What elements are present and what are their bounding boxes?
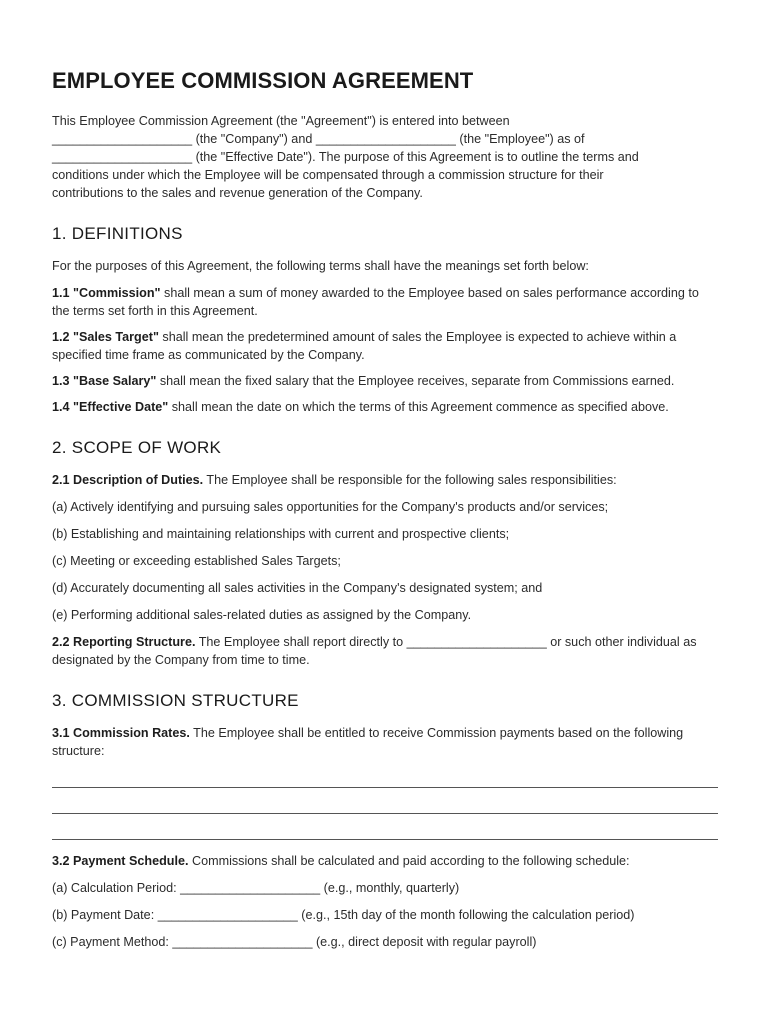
- schedule-item: (c) Payment Method: ____________________ (e.g., direct deposit with regular payroll): [52, 935, 537, 949]
- schedule-item: (b) Payment Date: ____________________ (e.g., 15th day of the month following the calculation period): [52, 908, 635, 922]
- schedule-paragraph: [52, 852, 718, 870]
- intro-paragraph: [52, 112, 718, 202]
- rates-term: 3.1 Commission Rates.: [52, 726, 190, 740]
- definition-term: 1.4 "Effective Date": [52, 400, 169, 414]
- blank-line: [52, 770, 718, 788]
- intro-line-5: contributions to the sales and revenue generation of the Company.: [52, 186, 423, 200]
- duties-text: The Employee shall be responsible for the following sales responsibilities:: [203, 473, 617, 487]
- definition-text: shall mean the predetermined amount of sales the Employee is expected to achieve within a specified time frame as communicated by the Company.: [52, 330, 677, 362]
- reporting-text: The Employee shall report directly to ____________________ or such other individual as designated by the Company from time to time.: [52, 635, 697, 667]
- blank-line: [52, 822, 718, 840]
- duty-item: (e) Performing additional sales-related duties as assigned by the Company.: [52, 608, 472, 622]
- definition-text: shall mean the fixed salary that the Employee receives, separate from Commissions earned.: [156, 374, 675, 388]
- intro-line-3: ____________________ (the "Effective Date"). The purpose of this Agreement is to outline the terms and: [52, 150, 639, 164]
- reporting-term: 2.2 Reporting Structure.: [52, 635, 196, 649]
- definitions-heading: 1. DEFINITIONS: [52, 224, 183, 243]
- commission-heading: 3. COMMISSION STRUCTURE: [52, 691, 299, 710]
- definition-item: [52, 398, 718, 416]
- definition-term: 1.2 "Sales Target": [52, 330, 159, 344]
- definition-text: shall mean the date on which the terms of this Agreement commence as specified above.: [168, 400, 669, 414]
- intro-line-2: ____________________ (the "Company") and ____________________ (the "Employee") as of: [52, 132, 585, 146]
- duties-term: 2.1 Description of Duties.: [52, 473, 204, 487]
- schedule-term: 3.2 Payment Schedule.: [52, 854, 189, 868]
- document-title: EMPLOYEE COMMISSION AGREEMENT: [52, 68, 474, 93]
- duty-item: (a) Actively identifying and pursuing sales opportunities for the Company's products and/or services;: [52, 500, 609, 514]
- definition-item: [52, 328, 718, 364]
- definitions-intro: For the purposes of this Agreement, the following terms shall have the meanings set forth below:: [52, 259, 589, 273]
- rates-paragraph: [52, 724, 718, 760]
- intro-line-4: conditions under which the Employee will be compensated through a commission structure for their: [52, 168, 604, 182]
- intro-line-1: This Employee Commission Agreement (the "Agreement") is entered into between: [52, 114, 510, 128]
- definition-text: shall mean a sum of money awarded to the Employee based on sales performance according to the terms set forth in this Agreement.: [52, 286, 699, 318]
- duty-item: (b) Establishing and maintaining relationships with current and prospective clients;: [52, 527, 510, 541]
- definition-term: 1.1 "Commission": [52, 286, 161, 300]
- schedule-item: (a) Calculation Period: ____________________ (e.g., monthly, quarterly): [52, 881, 460, 895]
- definition-item: [52, 284, 718, 320]
- duty-item: (d) Accurately documenting all sales activities in the Company's designated system; and: [52, 581, 543, 595]
- rates-text: The Employee shall be entitled to receive Commission payments based on the following structure:: [52, 726, 684, 758]
- blank-line: [52, 796, 718, 814]
- scope-heading: 2. SCOPE OF WORK: [52, 438, 222, 457]
- schedule-text: Commissions shall be calculated and paid according to the following schedule:: [188, 854, 630, 868]
- definition-item: [52, 372, 718, 390]
- duty-item: (c) Meeting or exceeding established Sales Targets;: [52, 554, 341, 568]
- duties-paragraph: [52, 471, 718, 489]
- reporting-paragraph: [52, 633, 718, 669]
- definition-term: 1.3 "Base Salary": [52, 374, 157, 388]
